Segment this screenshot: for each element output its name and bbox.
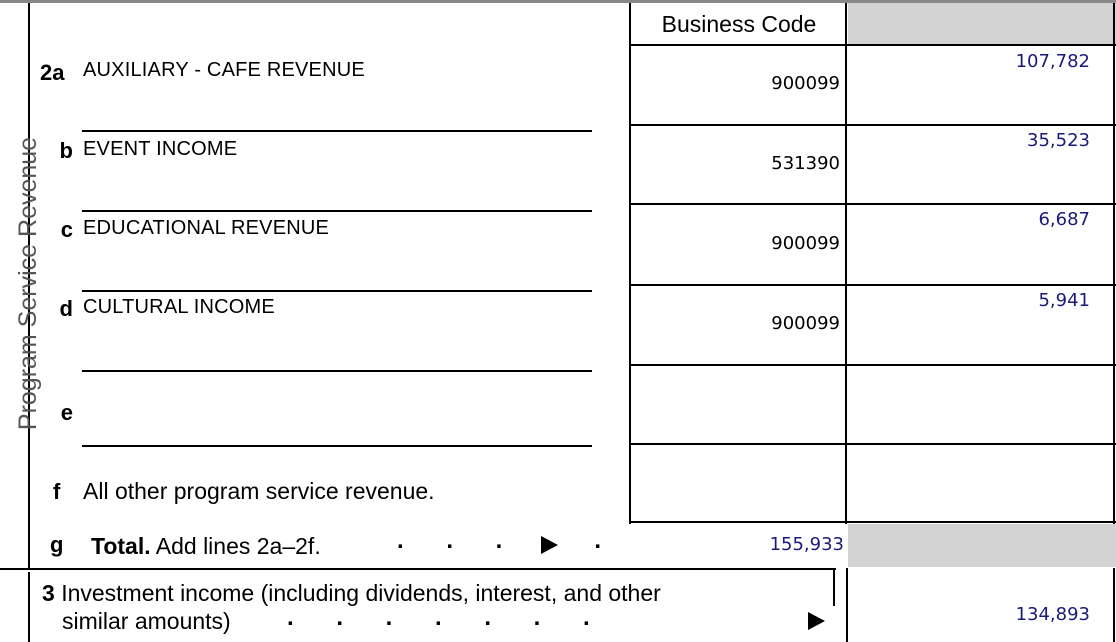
row-description: EVENT INCOME bbox=[83, 138, 238, 160]
row-business-code: 900099 bbox=[771, 313, 840, 334]
desc-underline bbox=[82, 290, 592, 292]
line-letter: e bbox=[60, 400, 73, 425]
left-rule-lower bbox=[28, 572, 30, 642]
line3-right-vline bbox=[1113, 568, 1115, 642]
leader-dots: . . . . . . . bbox=[287, 604, 608, 631]
line-letter: f bbox=[53, 479, 61, 504]
row-amount: 35,523 bbox=[1027, 130, 1090, 151]
row-business-code: 900099 bbox=[771, 233, 840, 254]
grid-hline bbox=[629, 364, 1116, 366]
row-amount: 5,941 bbox=[1038, 290, 1090, 311]
grid-vline-1 bbox=[629, 3, 631, 524]
line-3-text: 3 Investment income (including dividends, interest, and other bbox=[42, 580, 661, 606]
desc-underline bbox=[82, 370, 592, 372]
line-letter: g bbox=[50, 532, 64, 557]
leader-dots: . . . . . bbox=[397, 527, 620, 554]
row-description: CULTURAL INCOME bbox=[83, 296, 275, 318]
line-3-text-cont: similar amounts) bbox=[62, 608, 231, 634]
total-amount: 155,933 bbox=[769, 534, 844, 555]
line-letter: b bbox=[59, 138, 73, 163]
header-gray-cell bbox=[848, 3, 1116, 45]
row-description: EDUCATIONAL REVENUE bbox=[83, 217, 330, 239]
line-letter: d bbox=[59, 296, 73, 321]
grid-hline bbox=[629, 521, 1116, 523]
line-letter: c bbox=[60, 217, 73, 242]
business-code-header: Business Code bbox=[661, 10, 817, 37]
row-business-code: 531390 bbox=[771, 153, 840, 174]
investment-income-amount: 134,893 bbox=[1015, 604, 1090, 625]
desc-underline bbox=[82, 130, 592, 132]
total-gray-cell bbox=[848, 524, 1116, 567]
grid-hline bbox=[629, 124, 1116, 126]
line-g-label: Total. Add lines 2a–2f. bbox=[91, 533, 321, 559]
arrow-icon bbox=[541, 536, 558, 554]
line3-vline bbox=[833, 568, 835, 606]
grid-vline-2 bbox=[845, 3, 847, 524]
desc-underline bbox=[82, 210, 592, 212]
section-separator bbox=[0, 568, 836, 570]
line-f-description: All other program service revenue. bbox=[83, 478, 435, 504]
grid-vline-3 bbox=[1113, 3, 1115, 524]
program-service-revenue-label: Program Service Revenue bbox=[14, 136, 43, 430]
grid-hline bbox=[629, 284, 1116, 286]
line-letter: 2a bbox=[40, 60, 65, 85]
arrow-icon bbox=[808, 612, 825, 630]
row-amount: 107,782 bbox=[1015, 51, 1090, 72]
desc-underline bbox=[82, 445, 592, 447]
row-business-code: 900099 bbox=[771, 73, 840, 94]
row-amount: 6,687 bbox=[1038, 209, 1090, 230]
grid-hline bbox=[629, 203, 1116, 205]
grid-hline bbox=[629, 44, 1116, 46]
row-description: AUXILIARY - CAFE REVENUE bbox=[83, 59, 365, 81]
grid-hline bbox=[629, 443, 1116, 445]
line3-amount-vline bbox=[846, 568, 848, 642]
